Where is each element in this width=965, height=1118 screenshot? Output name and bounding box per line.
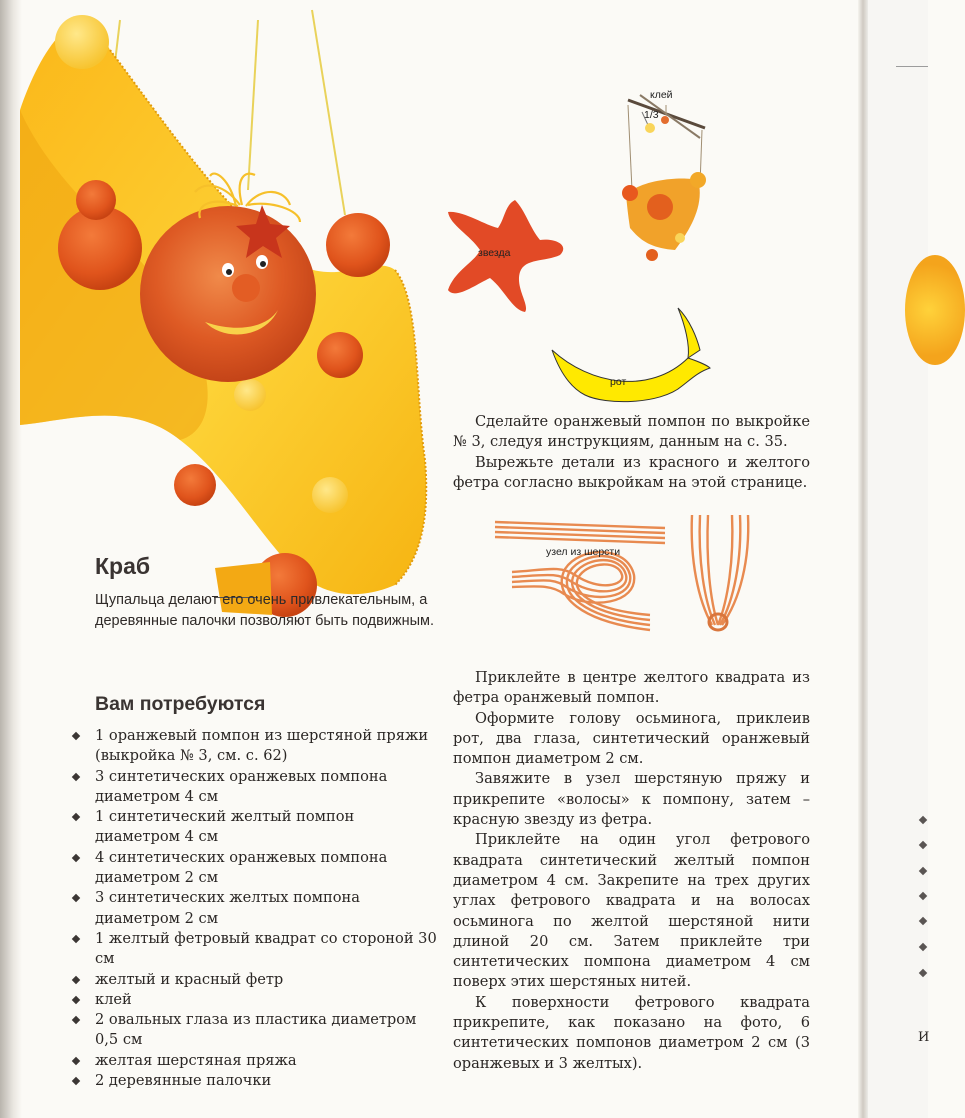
project-caption: Щупальца делают его очень привлекательным, а деревянные палочки позволяют быть подвижным. [95, 592, 435, 629]
material-item: 1 синтетический желтый помпон диаметром 4 см [70, 807, 440, 848]
adjacent-page-photo-fragment [905, 255, 965, 365]
yellow-pompom-large [55, 15, 109, 69]
instruction-paragraph: Приклейте на один угол фетрового квадрата синтетический желтый помпон диаметром 4 см. Закрепите на трех других углах фетрового квадрата и на волосах осьминога по желтой шерстяной нити длиной 20 см. Затем приклейте три синтетических помпона диаметром 4 см поверх этих шерстяных нитей. [453, 831, 810, 991]
material-item: клей [70, 990, 440, 1010]
material-item: 3 синтетических желтых помпона диаметром 2 см [70, 888, 440, 929]
yellow-pompom-small [312, 477, 348, 513]
orange-pompom-small [174, 464, 216, 506]
book-gutter [858, 0, 868, 1118]
instructions-bottom [453, 668, 810, 1074]
material-item: 2 овальных глаза из пластика диаметром 0,5 см [70, 1010, 440, 1051]
project-title: Краб [95, 553, 151, 579]
mouth-pattern [552, 350, 710, 402]
material-item: желтый и красный фетр [70, 970, 440, 990]
instruction-paragraph: Оформите голову осьминога, приклеив рот, два глаза, синтетический оранжевый помпон диаметром 2 см. [453, 709, 810, 768]
orange-pompom-large [326, 213, 390, 277]
mouth-pattern-tip [678, 308, 700, 358]
instruction-paragraph: К поверхности фетрового квадрата прикрепите, как показано на фото, 6 синтетических помпонов диаметром 2 см (3 оранжевых и 3 желтых). [453, 993, 810, 1072]
label-star: звезда [478, 247, 511, 259]
assembly-diagram [622, 95, 706, 261]
orange-pompom-small [317, 332, 363, 378]
orange-pompom-small [76, 180, 116, 220]
materials-list [70, 726, 440, 1091]
label-mouth: рот [610, 376, 627, 388]
material-item: 2 деревянные палочки [70, 1071, 440, 1091]
wool-pompom-head [140, 206, 316, 382]
adjacent-page-rule [896, 66, 928, 67]
label-fraction: 1/3 [644, 109, 659, 121]
yellow-pompom-small [234, 379, 266, 411]
instruction-paragraph: Приклейте в центре желтого квадрата из фетра оранжевый помпон. [453, 669, 810, 707]
material-item: 4 синтетических оранжевых помпона диаметром 2 см [70, 848, 440, 889]
nose-pompom [232, 274, 260, 302]
materials-heading: Вам потребуются [95, 693, 266, 715]
adjacent-page-text: И [918, 1030, 930, 1045]
material-item: 1 желтый фетровый квадрат со стороной 30 см [70, 929, 440, 970]
adjacent-page [868, 0, 928, 1118]
label-knot: узел из шерсти [546, 546, 621, 558]
material-item: 1 оранжевый помпон из шерстяной пряжи (выкройка № 3, см. с. 62) [70, 726, 440, 767]
material-item: 3 синтетических оранжевых помпона диаметром 4 см [70, 767, 440, 808]
yarn-knot-diagram [495, 515, 748, 630]
instructions-top [453, 412, 810, 493]
label-glue: клей [650, 89, 673, 101]
instruction-paragraph: Сделайте оранжевый помпон по выкройке № 3, следуя инструкциям, данным на с. 35. [453, 413, 810, 451]
instruction-paragraph: Завяжите в узел шерстяную пряжу и прикрепите «волосы» к помпону, затем – красную звезду из фетра. [453, 770, 810, 829]
instruction-paragraph: Вырежьте детали из красного и желтого фетра согласно выкройкам на этой странице. [453, 453, 810, 491]
material-item: желтая шерстяная пряжа [70, 1051, 440, 1071]
